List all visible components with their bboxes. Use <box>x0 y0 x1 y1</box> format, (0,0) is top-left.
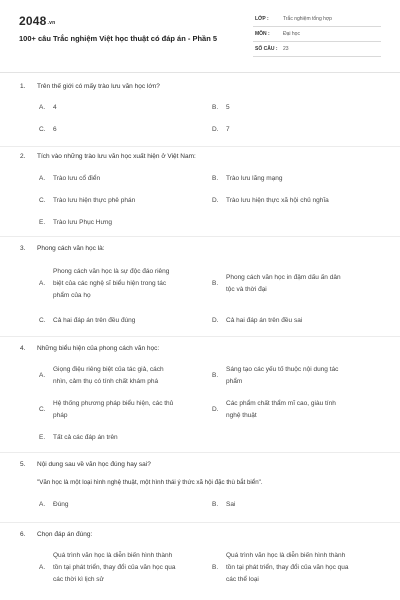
question-item <box>0 78 400 144</box>
question-divider <box>0 146 400 147</box>
header-divider <box>0 72 400 73</box>
logo-main-text: 2048 <box>19 14 47 28</box>
option-text-line: Giọng điệu riêng biệt của tác giả, cách <box>53 366 164 373</box>
question-item <box>0 146 400 240</box>
answer-option[interactable] <box>39 550 211 586</box>
option-letter: C. <box>39 406 46 413</box>
info-value: Đại học <box>283 31 300 37</box>
option-text-line: tồn tại phát triển, thay đổi của văn học qua <box>53 564 176 571</box>
question-text: Chọn đáp án đúng: <box>37 531 93 538</box>
option-text-line: phẩm <box>226 378 243 385</box>
info-value: Trắc nghiệm tổng hợp <box>283 16 332 22</box>
question-number: 5. <box>20 461 26 468</box>
question-divider <box>0 522 400 523</box>
option-text: Sai <box>226 501 236 508</box>
question-number: 6. <box>20 531 26 538</box>
question-item <box>0 336 400 452</box>
option-letter: A. <box>39 501 46 508</box>
option-text-line: phẩm của họ <box>53 292 91 299</box>
option-text: Trào lưu hiện thực xã hội chủ nghĩa <box>226 197 329 204</box>
option-letter: D. <box>212 317 219 324</box>
answer-option[interactable] <box>39 364 209 388</box>
answer-option[interactable] <box>212 398 382 422</box>
option-text-line: nhìn, cảm thụ có tính chất khám phá <box>53 378 159 385</box>
option-letter: B. <box>212 175 219 182</box>
option-text-line: biệt của các nghệ sĩ biểu hiện trong tác <box>53 280 167 287</box>
info-row-subject <box>253 27 381 42</box>
option-text: 7 <box>226 126 230 133</box>
option-text: Trào lưu hiện thực phê phán <box>53 197 136 204</box>
info-row-class <box>253 12 381 27</box>
question-item <box>0 236 400 336</box>
option-text-line: Hệ thống phương pháp biểu hiện, các thủ <box>53 400 174 407</box>
option-text-line: Quá trình văn học là diễn biến hình thành <box>226 552 346 559</box>
question-number: 1. <box>20 83 26 90</box>
page-header <box>0 0 400 68</box>
option-text-line: Phong cách văn học là sự độc đáo riêng <box>53 268 170 275</box>
question-text: Những biểu hiện của phong cách văn học: <box>37 345 160 352</box>
question-item <box>0 522 400 600</box>
option-text: Cả hai đáp án trên đều sai <box>226 317 303 324</box>
option-letter: C. <box>39 317 46 324</box>
info-key: LỚP : <box>255 16 269 22</box>
option-letter: E. <box>39 434 46 441</box>
option-text: Tất cả các đáp án trên <box>53 434 118 441</box>
option-letter: A. <box>39 372 46 379</box>
question-divider <box>0 236 400 237</box>
option-text-line: nghệ thuật <box>226 412 257 419</box>
option-text: Trào lưu cổ điển <box>53 175 101 182</box>
option-letter: E. <box>39 219 46 226</box>
question-divider <box>0 452 400 453</box>
answer-option[interactable] <box>39 266 209 302</box>
question-item <box>0 452 400 518</box>
document-title: 100+ câu Trắc nghiệm Việt học thuật có đáp án - Phần 5 <box>19 34 218 43</box>
question-text: Tích vào những trào lưu văn học xuất hiện ở Việt Nam: <box>37 153 196 160</box>
question-text: Phong cách văn học là: <box>37 245 105 252</box>
option-letter: A. <box>39 175 46 182</box>
answer-option[interactable] <box>39 398 209 422</box>
option-letter: B. <box>212 280 219 287</box>
question-quote: "Văn học là một loại hình nghệ thuật, một hình thái ý thức xã hội đặc thù bắt biển". <box>37 479 263 486</box>
option-letter: B. <box>212 104 219 111</box>
option-letter: D. <box>212 406 219 413</box>
option-text: 5 <box>226 104 230 111</box>
question-number: 2. <box>20 153 26 160</box>
info-key: SỐ CÂU : <box>255 46 278 52</box>
answer-option[interactable] <box>212 364 382 388</box>
site-logo[interactable] <box>19 14 55 28</box>
option-letter: B. <box>212 501 219 508</box>
option-letter: B. <box>212 564 219 571</box>
info-row-count <box>253 42 381 57</box>
option-letter: C. <box>39 126 46 133</box>
option-text-line: tộc và thời đại <box>226 286 267 293</box>
answer-option[interactable] <box>212 272 382 296</box>
info-key: MÔN : <box>255 31 270 37</box>
info-table <box>253 12 381 57</box>
option-letter: D. <box>212 197 219 204</box>
option-text: 4 <box>53 104 57 111</box>
question-text: Trên thế giới có mấy trào lưu văn học lớn? <box>37 83 160 90</box>
option-text-line: pháp <box>53 412 68 419</box>
option-text: Trào lưu Phục Hưng <box>53 219 113 226</box>
question-number: 4. <box>20 345 26 352</box>
logo-suffix: .vn <box>47 20 56 26</box>
option-text: 6 <box>53 126 57 133</box>
option-text-line: Các phẩm chất thẩm mĩ cao, giàu tính <box>226 400 336 407</box>
option-letter: B. <box>212 372 219 379</box>
info-value: 23 <box>283 46 289 52</box>
option-text-line: Quá trình văn học là diễn biến hình thành <box>53 552 173 559</box>
option-letter: A. <box>39 564 46 571</box>
option-letter: D. <box>212 126 219 133</box>
question-divider <box>0 336 400 337</box>
option-letter: A. <box>39 280 46 287</box>
option-text: Trào lưu lãng mạng <box>226 175 283 182</box>
question-text: Nội dung sau về văn học đúng hay sai? <box>37 461 151 468</box>
option-text-line: các thể loại <box>226 576 259 583</box>
option-text-line: Sáng tạo các yếu tố thuộc nội dung tác <box>226 366 339 373</box>
option-text: Cả hai đáp án trên đều đúng <box>53 317 136 324</box>
option-letter: A. <box>39 104 46 111</box>
option-letter: C. <box>39 197 46 204</box>
option-text-line: Phong cách văn học in đậm dấu ấn dân <box>226 274 341 281</box>
option-text: Đúng <box>53 501 69 508</box>
answer-option[interactable] <box>212 550 384 586</box>
question-number: 3. <box>20 245 26 252</box>
option-text-line: tồn tại phát triển, thay đổi của văn học qua <box>226 564 349 571</box>
option-text-line: các thời kì lịch sử <box>53 576 104 583</box>
